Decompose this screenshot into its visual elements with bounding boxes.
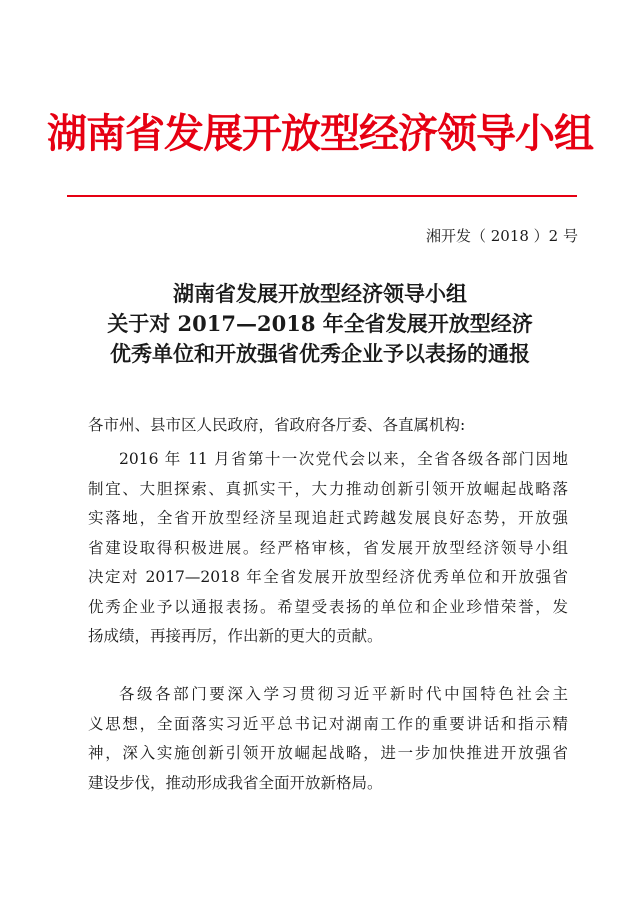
text-line: 扬成绩，再接再厉，作出新的更大的贡献。 — [88, 627, 383, 645]
text-line: 建设步伐，推动形成我省全面开放新格局。 — [88, 773, 383, 792]
body-paragraph-2 — [88, 680, 568, 798]
text-line: 神，深入实施创新引领开放崛起战略，进一步加快推进开放强省 — [88, 744, 568, 762]
document-title — [0, 279, 640, 369]
text-line: 制宜、大胆探索、真抓实干，大力推动创新引领开放崛起战略落 — [88, 479, 568, 498]
text-line: 优秀企业予以通报表扬。希望受表扬的单位和企业珍惜荣誉，发 — [88, 597, 568, 616]
document-number: 湘开发（ 2018 ）2 号 — [425, 227, 578, 245]
issuing-authority-header: 湖南省发展开放型经济领导小组 — [47, 111, 593, 157]
red-divider-line — [67, 195, 577, 197]
body-paragraph-1 — [88, 445, 568, 652]
text-line: 2016 年 11 月省第十一次党代会以来，全省各级各部门因地 — [119, 450, 568, 468]
text-line: 决定对 2017—2018 年全省发展开放型经济优秀单位和开放强省 — [88, 568, 568, 586]
title-line: 关于对 2017—2018 年全省发展开放型经济 — [107, 311, 533, 336]
text-line: 省建设取得积极进展。经严格审核，省发展开放型经济领导小组 — [88, 538, 568, 557]
text-line: 实落地，全省开放型经济呈现追赶式跨越发展良好态势，开放强 — [88, 509, 568, 527]
title-line: 湖南省发展开放型经济领导小组 — [173, 281, 467, 306]
text-line: 义思想，全面落实习近平总书记对湖南工作的重要讲话和指示精 — [88, 714, 568, 733]
salutation: 各市州、县市区人民政府，省政府各厅委、各直属机构: — [88, 416, 466, 434]
title-line: 优秀单位和开放强省优秀企业予以表扬的通报 — [110, 341, 530, 366]
text-line: 各级各部门要深入学习贯彻习近平新时代中国特色社会主 — [119, 685, 568, 703]
